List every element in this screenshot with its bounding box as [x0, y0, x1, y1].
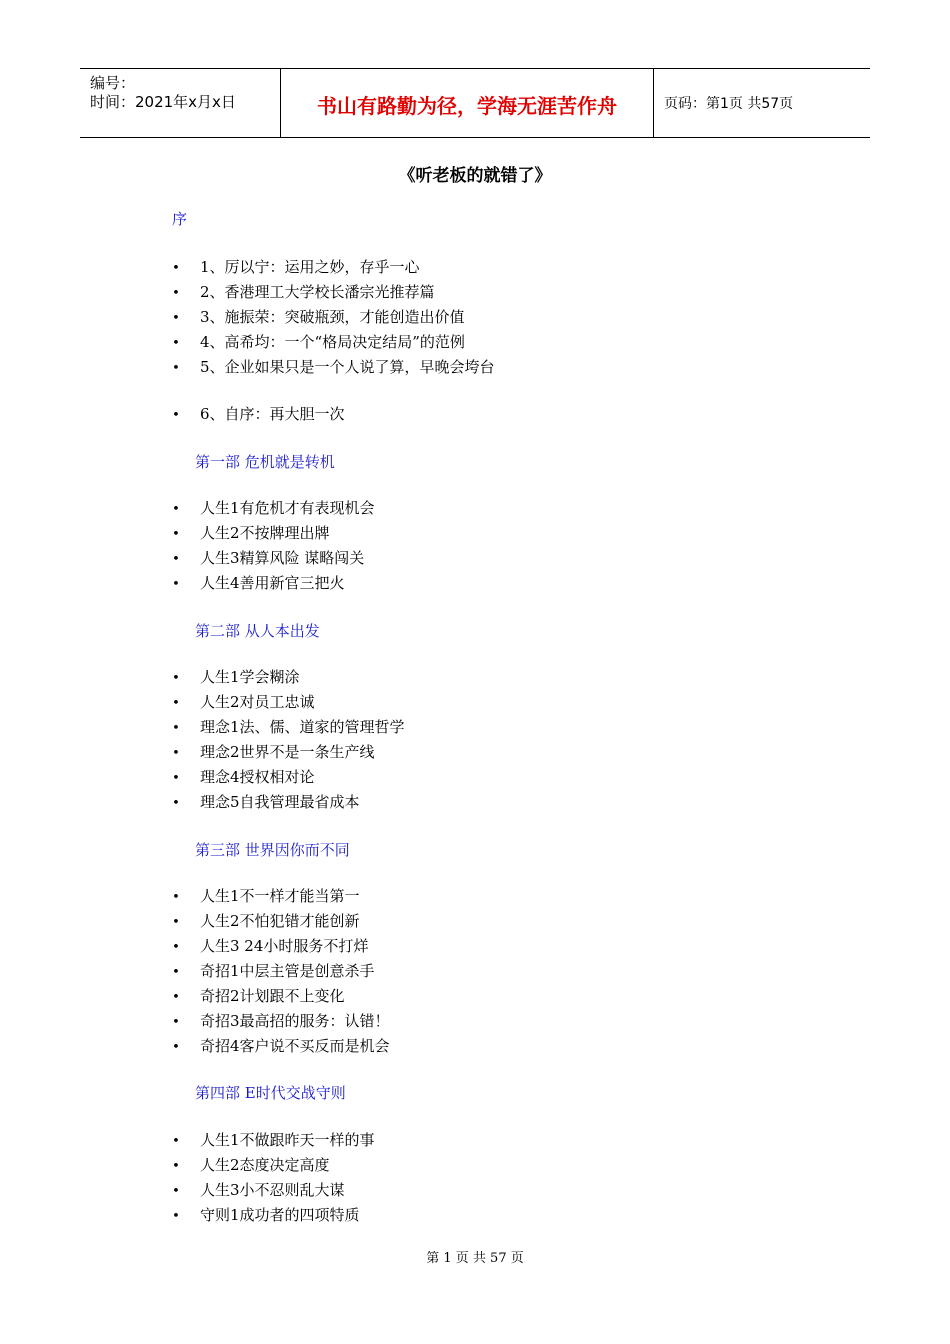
list-item-text: 人生2不按牌理出牌: [200, 524, 330, 542]
list-item: [172, 572, 345, 593]
list-item-text: 人生1不做跟昨天一样的事: [200, 1131, 375, 1149]
list-item: [172, 910, 360, 931]
list-item-text: 奇招1中层主管是创意杀手: [200, 962, 375, 980]
list-item-text: 人生1不一样才能当第一: [200, 887, 360, 905]
section-heading: 第四部 E时代交战守则: [195, 1084, 346, 1102]
bullet-icon: •: [172, 990, 180, 1005]
list-item: [172, 497, 375, 518]
list-item-text: 人生1有危机才有表现机会: [200, 499, 375, 517]
list-item-text: 理念2世界不是一条生产线: [200, 743, 375, 761]
list-item-text: 人生3精算风险 谋略闯关: [200, 549, 365, 567]
list-item: [172, 1129, 375, 1150]
header-meta: [80, 69, 281, 137]
list-item-text: 理念1法、儒、道家的管理哲学: [200, 718, 405, 736]
list-item-text: 2、香港理工大学校长潘宗光推荐篇: [200, 283, 435, 301]
bullet-icon: •: [172, 286, 180, 301]
list-item: [172, 1010, 390, 1031]
bullet-icon: •: [172, 696, 180, 711]
list-item: [172, 522, 330, 543]
bullet-icon: •: [172, 1134, 180, 1149]
list-item-text: 奇招4客户说不买反而是机会: [200, 1037, 390, 1055]
list-item: [172, 356, 495, 377]
list-item-text: 理念5自我管理最省成本: [200, 793, 360, 811]
list-item-text: 人生2不怕犯错才能创新: [200, 912, 360, 930]
page-footer: 第 1 页 共 57 页: [426, 1251, 524, 1266]
list-item-text: 4、高希均：一个“格局决定结局”的范例: [200, 333, 465, 351]
list-item: [172, 716, 405, 737]
bullet-icon: •: [172, 408, 180, 423]
bullet-icon: •: [172, 1040, 180, 1055]
bullet-icon: •: [172, 746, 180, 761]
list-item: [172, 1204, 360, 1225]
bullet-icon: •: [172, 771, 180, 786]
list-item: [172, 741, 375, 762]
section-heading: 第三部 世界因你而不同: [195, 841, 350, 859]
list-item: [172, 791, 360, 812]
list-item: [172, 306, 465, 327]
list-item-text: 人生2态度决定高度: [200, 1156, 330, 1174]
header-page-info: 页码：第1页 共57页: [664, 96, 794, 112]
list-item: [172, 766, 315, 787]
bullet-icon: •: [172, 671, 180, 686]
list-item: [172, 885, 360, 906]
list-item-text: 人生3 24小时服务不打烊: [200, 937, 369, 955]
page-header: [80, 68, 870, 138]
list-item: [172, 256, 420, 277]
bullet-icon: •: [172, 361, 180, 376]
bullet-icon: •: [172, 965, 180, 980]
list-item: [172, 1179, 345, 1200]
list-item: [172, 281, 435, 302]
list-item: [172, 1035, 390, 1056]
list-item-text: 3、施振荣：突破瓶颈，才能创造出价值: [200, 308, 465, 326]
list-item-text: 人生3小不忍则乱大谋: [200, 1181, 345, 1199]
list-item: [172, 1154, 330, 1175]
bullet-icon: •: [172, 1159, 180, 1174]
number-label: 编号：: [90, 74, 136, 92]
list-item-text: 5、企业如果只是一个人说了算，早晚会垮台: [200, 358, 495, 376]
header-motto: 书山有路勤为径，学海无涯苦作舟: [317, 94, 617, 118]
header-motto-cell: [281, 69, 654, 137]
bullet-icon: •: [172, 796, 180, 811]
bullet-icon: •: [172, 502, 180, 517]
bullet-icon: •: [172, 552, 180, 567]
list-item: [172, 985, 345, 1006]
bullet-icon: •: [172, 527, 180, 542]
bullet-icon: •: [172, 577, 180, 592]
header-page-cell: [654, 69, 870, 137]
list-item-text: 奇招3最高招的服务：认错！: [200, 1012, 390, 1030]
list-item: [172, 547, 364, 568]
section-heading: 序: [172, 210, 188, 228]
document-title: 《听老板的就错了》: [398, 166, 552, 186]
bullet-icon: •: [172, 261, 180, 276]
bullet-icon: •: [172, 890, 180, 905]
section-heading: 第二部 从人本出发: [195, 622, 320, 640]
bullet-icon: •: [172, 311, 180, 326]
list-item: [172, 935, 368, 956]
list-item-text: 6、自序：再大胆一次: [200, 405, 345, 423]
bullet-icon: •: [172, 1209, 180, 1224]
list-item-text: 1、厉以宁：运用之妙，存乎一心: [200, 258, 420, 276]
bullet-icon: •: [172, 336, 180, 351]
list-item: [172, 331, 465, 352]
list-item: [172, 403, 345, 424]
list-item: [172, 666, 300, 687]
list-item-text: 人生4善用新官三把火: [200, 574, 345, 592]
time-label: 时间：2021年x月x日: [90, 93, 236, 111]
bullet-icon: •: [172, 915, 180, 930]
list-item-text: 守则1成功者的四项特质: [200, 1206, 360, 1224]
bullet-icon: •: [172, 1015, 180, 1030]
list-item: [172, 960, 375, 981]
list-item-text: 人生1学会糊涂: [200, 668, 300, 686]
list-item-text: 理念4授权相对论: [200, 768, 315, 786]
list-item-text: 人生2对员工忠诚: [200, 693, 315, 711]
bullet-icon: •: [172, 721, 180, 736]
section-heading: 第一部 危机就是转机: [195, 453, 335, 471]
bullet-icon: •: [172, 1184, 180, 1199]
bullet-icon: •: [172, 940, 180, 955]
list-item-text: 奇招2计划跟不上变化: [200, 987, 345, 1005]
list-item: [172, 691, 315, 712]
